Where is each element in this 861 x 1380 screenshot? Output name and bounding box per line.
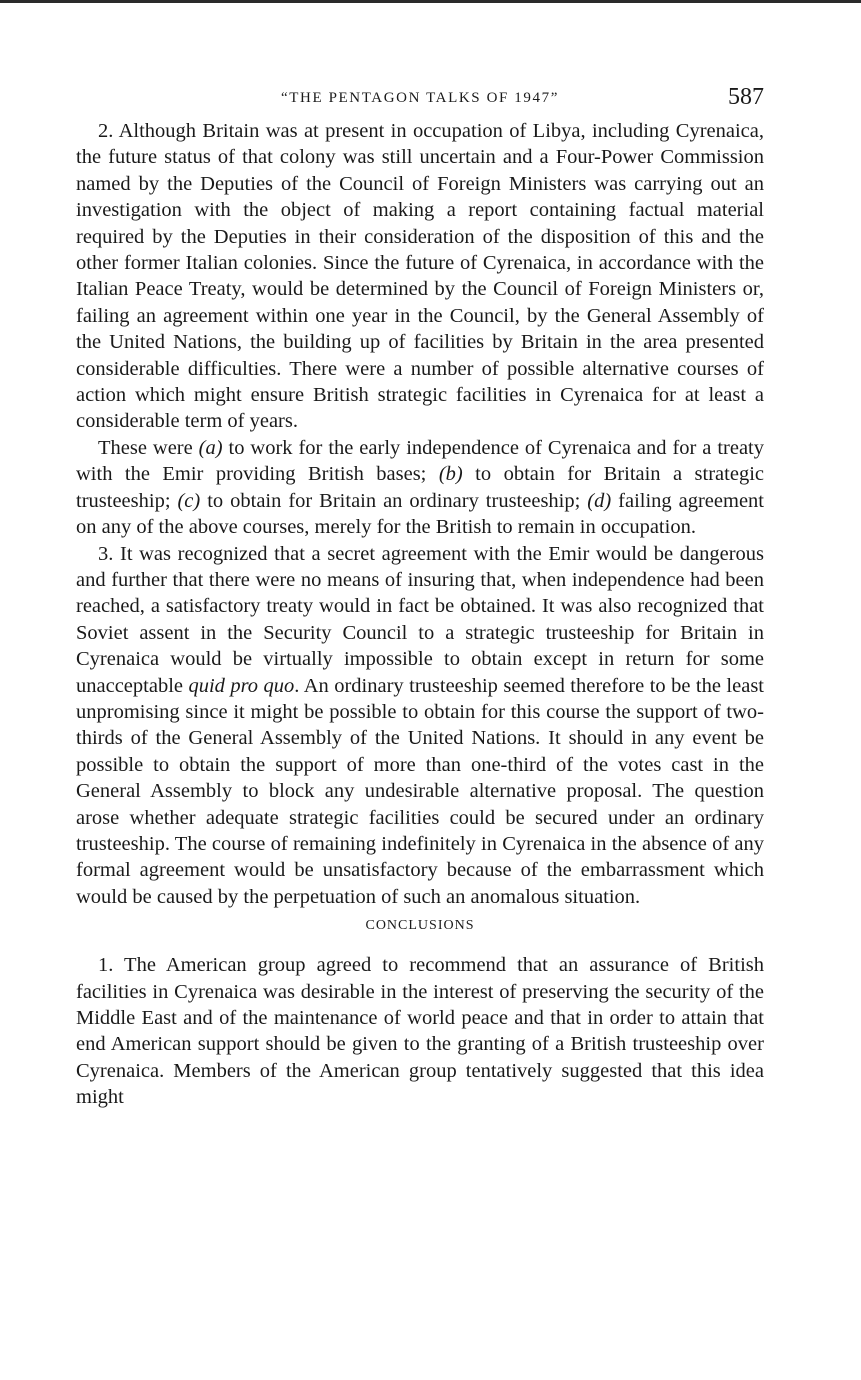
- top-edge-rule: [0, 0, 861, 3]
- document-page: [76, 84, 764, 1111]
- paragraph-3-part-1: 3. It was recognized that a secret agreement with the Emir would be dangerous and further that there were no means of insuring that, when independence had been reached, a satisfactory treaty would in fact be obtained. It was also recognized that Soviet assent in the Security Council to a strategic trusteeship for Britain in Cyrenaica would be virtually impossible to obtain except in return for some unacceptable: [76, 542, 764, 697]
- paragraph-3-part-2: . An ordinary trusteeship seemed therefore to be the least unpromising since it might be possible to obtain for this course the support of two-thirds of the General Assembly of the United Nations. It should in any event be possible to obtain the support of more than one-third of the votes cast in the General Assembly to block any undesirable alternative proposal. The question arose whether adequate strategic facilities could be secured under an ordinary trusteeship. The course of remaining indefinitely in Cyrenaica in the absence of any formal agreement would be unsatisfactory because of the embarrassment which would be caused by the perpetuation of such an anomalous situation.: [76, 674, 764, 908]
- course-c-label: (c): [177, 489, 201, 512]
- conclusions-heading: CONCLUSIONS: [365, 918, 475, 934]
- course-b-label: (b): [438, 463, 463, 486]
- course-a-label: (a): [198, 436, 223, 459]
- paragraph-3: [76, 541, 764, 911]
- running-title: “THE PENTAGON TALKS OF 1947”: [281, 90, 559, 106]
- paragraph-courses-of-action: [76, 435, 764, 541]
- running-header: [76, 84, 764, 118]
- conclusion-1: 1. The American group agreed to recommend that an assurance of British facilities in Cyrenaica was desirable in the interest of preserving the security of the Middle East and of the maintenance of world peace and that in order to attain that end American support should be given to the granting of a British trusteeship over Cyrenaica. Members of the American group tentatively suggested that this idea might: [76, 954, 764, 1109]
- course-a-text: to work for the early independence of Cyrenaica and for a treaty with the Emir providing British bases;: [76, 436, 765, 486]
- page-number: 587: [728, 84, 764, 110]
- course-b-text: to obtain for Britain a strategic trusteeship;: [76, 463, 764, 512]
- quid-pro-quo-phrase: quid pro quo: [188, 674, 295, 697]
- course-d-text: failing agreement on any of the above courses, merely for the British to remain in occupation.: [76, 489, 764, 539]
- course-c-text: to obtain for Britain an ordinary trusteeship;: [200, 489, 588, 512]
- course-d-label: (d): [587, 489, 612, 512]
- courses-intro: These were: [98, 436, 199, 459]
- paragraph-2: 2. Although Britain was at present in occupation of Libya, including Cyrenaica, the future status of that colony was still uncertain and a Four-Power Commission named by the Deputies of the Council of Foreign Ministers was carrying out an investigation with the object of making a report containing factual material required by the Deputies in their consideration of the disposition of this and the other former Italian colonies. Since the future of Cyrenaica, in accordance with the Italian Peace Treaty, would be determined by the Council of Foreign Ministers or, failing an agreement within one year in the Council, by the General Assembly of the United Nations, the building up of facilities by Britain in the area presented considerable difficulties. There were a number of possible alternative courses of action which might ensure British strategic facilities in Cyrenaica for at least a considerable term of years.: [76, 120, 764, 433]
